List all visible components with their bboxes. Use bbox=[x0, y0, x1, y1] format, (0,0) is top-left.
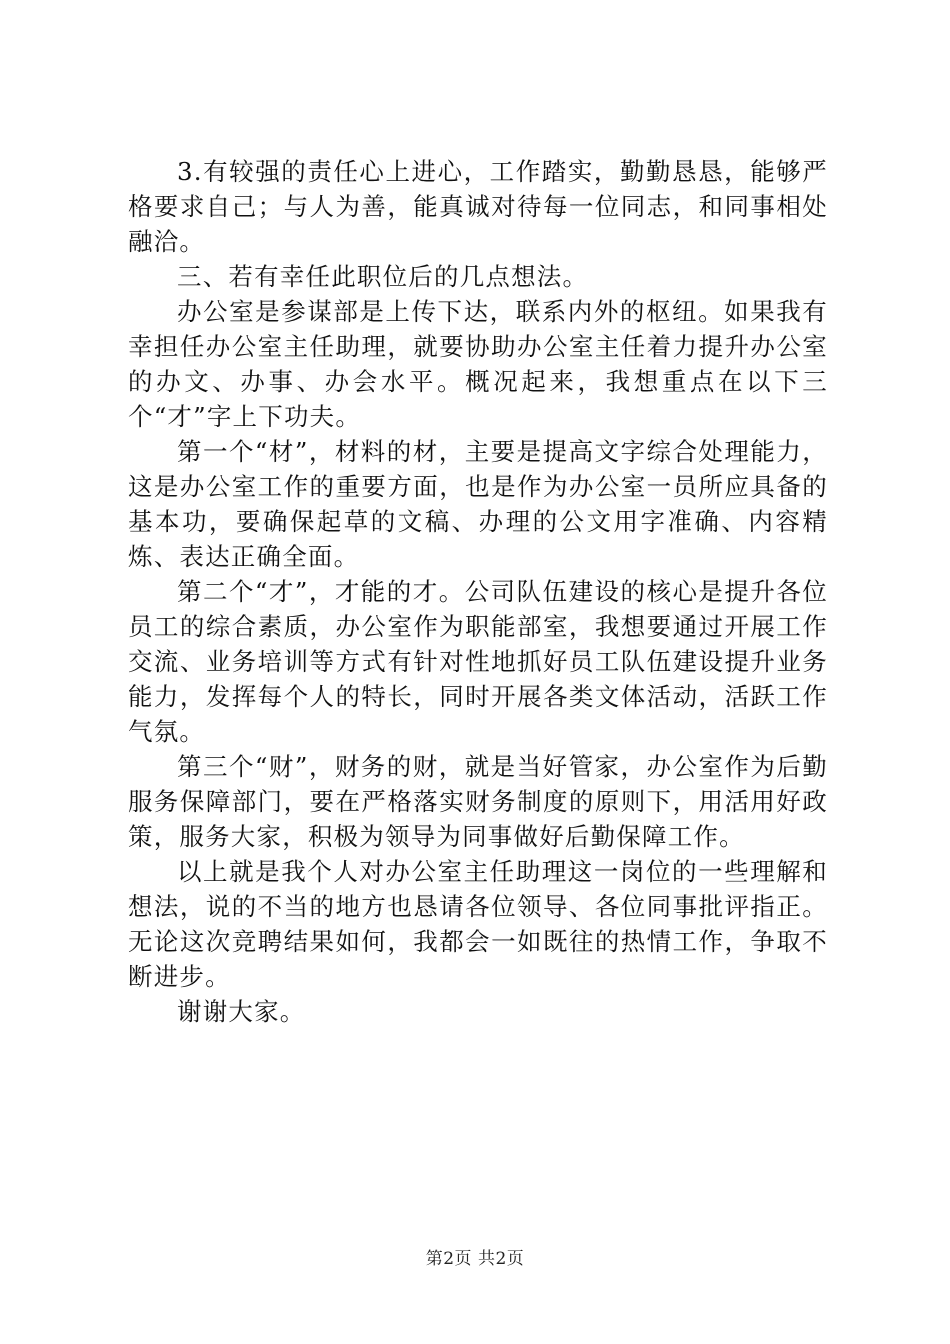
paragraph-second-cai: 第二个“才”，才能的才。公司队伍建设的核心是提升各位员工的综合素质，办公室作为职能部室，我想要通过开展工作交流、业务培训等方式有针对性地抓好员工队伍建设提升业务能力，发挥每个人的特长，同时开展各类文体活动，活跃工作气氛。 bbox=[128, 577, 828, 746]
page-number-footer: 第2页 共2页 bbox=[425, 1249, 525, 1269]
paragraph-qualification-3: 3.有较强的责任心上进心，工作踏实，勤勤恳恳，能够严格要求自己；与人为善，能真诚对待每一位同志，和同事相处融洽。 bbox=[128, 157, 828, 256]
paragraph-first-cai: 第一个“材”，材料的材，主要是提高文字综合处理能力，这是办公室工作的重要方面，也是作为办公室一员所应具备的基本功，要确保起草的文稿、办理的公文用字准确、内容精炼、表达正确全面。 bbox=[128, 437, 828, 571]
paragraph-office-role: 办公室是参谋部是上传下达，联系内外的枢纽。如果我有幸担任办公室主任助理，就要协助办公室主任着力提升办公室的办文、办事、办会水平。概况起来，我想重点在以下三个“才”字上下功夫。 bbox=[128, 297, 828, 431]
paragraph-closing: 以上就是我个人对办公室主任助理这一岗位的一些理解和想法，说的不当的地方也恳请各位领导、各位同事批评指正。无论这次竞聘结果如何，我都会一如既往的热情工作，争取不断进步。 bbox=[128, 857, 828, 991]
paragraph-third-cai: 第三个“财”，财务的财，就是当好管家，办公室作为后勤服务保障部门，要在严格落实财务制度的原则下，用活用好政策，服务大家，积极为领导为同事做好后勤保障工作。 bbox=[128, 752, 828, 851]
paragraph-thanks: 谢谢大家。 bbox=[177, 997, 306, 1026]
section-heading-thoughts: 三、若有幸任此职位后的几点想法。 bbox=[177, 262, 589, 291]
document-body bbox=[128, 154, 828, 1029]
